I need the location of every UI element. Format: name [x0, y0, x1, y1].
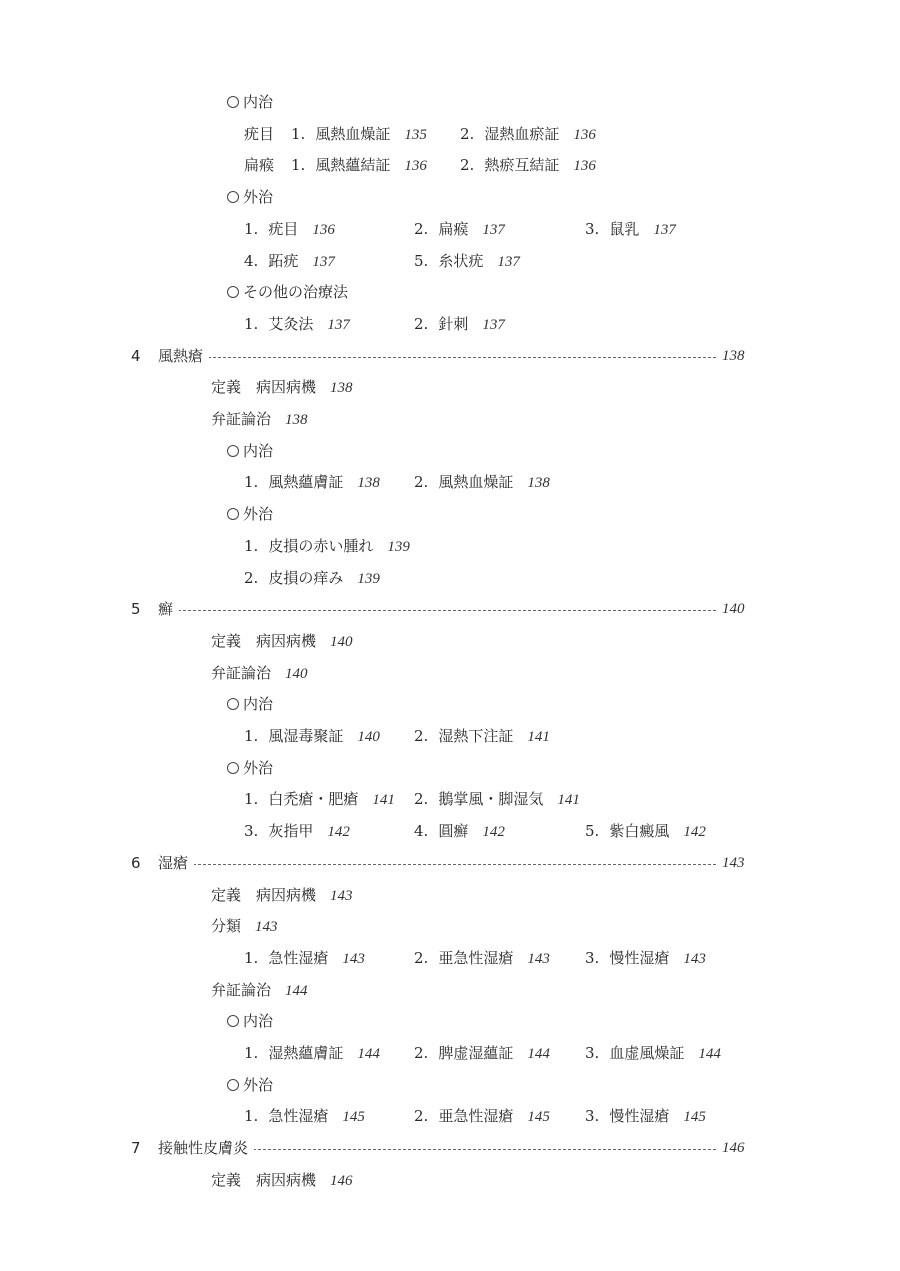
chapter-title: 接触性皮膚炎: [158, 1136, 254, 1160]
page-number: 137: [482, 316, 505, 333]
item-label: 湿熱血瘀証: [484, 124, 560, 143]
item-number: 2.: [414, 790, 429, 809]
toc-subsection-heading: [0, 1073, 900, 1097]
page-number: 141: [557, 792, 580, 809]
page-number: 138: [357, 475, 380, 492]
circle-bullet-icon: [227, 762, 239, 774]
toc-item[interactable]: [244, 787, 395, 812]
page-number: 142: [482, 824, 505, 841]
item-number: 1.: [244, 536, 259, 555]
item-number: 1.: [244, 948, 259, 967]
toc-item-row: [0, 534, 900, 558]
toc-item[interactable]: [244, 312, 350, 337]
toc-item[interactable]: [585, 1041, 721, 1066]
toc-item-row: [0, 1104, 900, 1128]
page-number: 137: [327, 316, 350, 333]
page-number: 136: [404, 158, 427, 175]
circle-bullet-icon: [227, 445, 239, 457]
page-number: 137: [497, 253, 520, 270]
page-number: 143: [342, 950, 365, 967]
page-number: 136: [573, 158, 596, 175]
page-number: 135: [404, 126, 427, 143]
toc-item[interactable]: [585, 946, 706, 971]
item-label: 風熱蘊膚証: [268, 473, 344, 492]
item-label: 急性湿瘡: [268, 1107, 329, 1126]
section-label: 弁証論治: [211, 410, 272, 428]
item-number: 2.: [414, 473, 429, 492]
page-number: 141: [527, 729, 550, 745]
toc-chapter-entry[interactable]: [0, 597, 900, 621]
item-number: 3.: [585, 948, 600, 967]
dotted-leader: [158, 357, 716, 358]
toc-item-row: [0, 724, 900, 748]
page-number: 143: [527, 950, 550, 967]
toc-item-row: [0, 946, 900, 970]
toc-item[interactable]: [244, 819, 350, 844]
page-number: 138: [527, 475, 550, 492]
toc-section-entry[interactable]: [0, 978, 900, 1002]
toc-item[interactable]: [460, 122, 596, 147]
item-label: 亜急性湿瘡: [438, 948, 514, 967]
page-number: 145: [683, 1109, 706, 1126]
item-label: 跖疣: [268, 251, 299, 270]
toc-section-entry[interactable]: [0, 629, 900, 653]
item-number: 2.: [414, 727, 429, 745]
subsection-label: 外治: [243, 758, 274, 777]
toc-subsection-heading: [0, 692, 900, 716]
item-label: 糸状疣: [438, 251, 484, 270]
toc-item[interactable]: [414, 946, 550, 971]
section-label: 分類: [211, 917, 242, 936]
item-number: 3.: [585, 219, 600, 238]
page-number: 136: [312, 221, 335, 238]
page-number: 138: [285, 412, 308, 428]
toc-item[interactable]: [585, 1104, 706, 1129]
item-number: 2.: [414, 948, 429, 967]
toc-item-row: [0, 153, 900, 177]
item-number: 3.: [244, 822, 259, 841]
chapter-title: 湿瘡: [158, 851, 194, 875]
toc-item[interactable]: [244, 470, 380, 495]
page-number: 146: [722, 1140, 745, 1157]
section-label: 定義 病因病機: [211, 1170, 317, 1189]
toc-item-row: [0, 217, 900, 241]
item-label: 扁瘊: [438, 219, 469, 238]
toc-item[interactable]: [244, 249, 335, 274]
item-label: 皮損の痒み: [268, 568, 344, 587]
circle-bullet-icon: [227, 191, 239, 203]
page-number: 140: [285, 665, 308, 682]
item-number: 2.: [460, 156, 475, 175]
chapter-number: 5: [131, 600, 141, 619]
item-number: 4.: [414, 822, 429, 841]
page-number: 143: [255, 919, 278, 936]
page-number: 137: [653, 221, 676, 238]
toc-item[interactable]: [244, 1104, 365, 1129]
item-number: 1.: [291, 124, 306, 143]
page-number: 144: [527, 1046, 550, 1062]
toc-chapter-entry[interactable]: [0, 851, 900, 875]
toc-item[interactable]: [291, 122, 427, 147]
toc-subsection-heading: [0, 756, 900, 780]
item-label: 風湿毒聚証: [268, 727, 344, 745]
item-number: 1.: [244, 314, 259, 333]
page-number: 140: [722, 601, 745, 618]
toc-item[interactable]: [460, 153, 596, 178]
toc-item[interactable]: [244, 1041, 380, 1066]
toc-item[interactable]: [291, 153, 427, 178]
toc-item[interactable]: [414, 724, 550, 749]
chapter-number: 7: [131, 1139, 141, 1158]
dotted-leader: [158, 610, 716, 611]
subsection-label: 外治: [243, 505, 274, 524]
page-number: 144: [285, 982, 308, 999]
section-label: 定義 病因病機: [211, 378, 317, 397]
page-number: 140: [357, 729, 380, 745]
item-label: 疣目: [268, 219, 299, 238]
item-label: 熱瘀互結証: [484, 156, 560, 175]
item-number: 1.: [244, 473, 259, 492]
item-number: 4.: [244, 251, 259, 270]
page-number: 145: [342, 1109, 365, 1126]
item-number: 1.: [244, 1044, 259, 1062]
item-number: 2.: [414, 1107, 429, 1126]
page-number: 138: [722, 347, 745, 364]
subsection-label: 内治: [243, 695, 274, 714]
page-number: 141: [372, 792, 395, 809]
item-label: 紫白癜風: [609, 822, 670, 841]
circle-bullet-icon: [227, 698, 239, 710]
page-number: 143: [722, 854, 745, 871]
toc-item[interactable]: [414, 787, 580, 812]
toc-item-row: [0, 1041, 900, 1065]
toc-subsection-heading: [0, 280, 900, 304]
chapter-number: 6: [131, 853, 141, 872]
toc-item-row: [0, 787, 900, 811]
item-group-label: 扁瘊: [244, 156, 275, 175]
item-label: 風熱血燥証: [438, 473, 514, 492]
toc-item[interactable]: [414, 819, 505, 844]
item-number: 1.: [244, 1107, 259, 1126]
toc-subsection-heading: [0, 1009, 900, 1033]
circle-bullet-icon: [227, 1015, 239, 1027]
item-number: 1.: [244, 219, 259, 238]
toc-subsection-heading: [0, 185, 900, 209]
section-label: 弁証論治: [211, 663, 272, 682]
page-number: 137: [482, 221, 505, 238]
item-label: 皮損の赤い腫れ: [268, 536, 374, 555]
circle-bullet-icon: [227, 508, 239, 520]
item-label: 湿熱蘊膚証: [268, 1044, 344, 1062]
item-number: 1.: [244, 790, 259, 809]
item-label: 急性湿瘡: [268, 948, 329, 967]
circle-bullet-icon: [227, 286, 239, 298]
subsection-label: 内治: [243, 93, 274, 111]
toc-section-entry[interactable]: [0, 914, 900, 938]
subsection-label: 外治: [243, 1075, 274, 1094]
page-number: 144: [698, 1046, 721, 1062]
toc-item[interactable]: [585, 819, 706, 844]
item-label: 湿熱下注証: [438, 727, 514, 745]
page-number: 136: [573, 126, 596, 143]
toc-item[interactable]: [244, 534, 410, 559]
item-label: 風熱蘊結証: [315, 156, 391, 175]
toc-item-row: [0, 249, 900, 273]
toc-chapter-entry[interactable]: [0, 344, 900, 368]
toc-item-row: [0, 566, 900, 590]
item-number: 2.: [414, 314, 429, 333]
toc-item[interactable]: [414, 470, 550, 495]
item-label: 針刺: [438, 314, 469, 333]
item-number: 2.: [414, 219, 429, 238]
dotted-leader: [158, 864, 716, 865]
item-number: 3.: [585, 1044, 600, 1062]
page-number: 142: [327, 824, 350, 841]
toc-subsection-heading: [0, 90, 900, 114]
toc-item[interactable]: [244, 217, 335, 242]
toc-section-entry[interactable]: [0, 375, 900, 399]
page-number: 142: [683, 824, 706, 841]
toc-subsection-heading: [0, 502, 900, 526]
toc-item[interactable]: [414, 1104, 550, 1129]
item-label: 艾灸法: [268, 314, 314, 333]
item-number: 5.: [414, 251, 429, 270]
page-number: 139: [387, 538, 410, 555]
item-number: 1.: [244, 727, 259, 745]
toc-section-entry[interactable]: [0, 407, 900, 431]
page-number: 143: [683, 950, 706, 967]
item-number: 2.: [460, 124, 475, 143]
subsection-label: 外治: [243, 188, 274, 207]
item-number: 3.: [585, 1107, 600, 1126]
chapter-title: 風熱瘡: [158, 344, 209, 368]
item-label: 慢性湿瘡: [609, 1107, 670, 1126]
item-number: 1.: [291, 156, 306, 175]
item-label: 圓癬: [438, 822, 469, 841]
toc-item[interactable]: [414, 312, 505, 337]
toc-section-entry[interactable]: [0, 1168, 900, 1192]
item-number: 2.: [244, 568, 259, 587]
toc-item[interactable]: [414, 217, 505, 242]
toc-item[interactable]: [244, 566, 380, 591]
page-number: 145: [527, 1109, 550, 1126]
item-label: 風熱血燥証: [315, 124, 391, 143]
circle-bullet-icon: [227, 1079, 239, 1091]
subsection-label: 内治: [243, 1012, 274, 1031]
item-label: 脾虚湿蘊証: [438, 1044, 514, 1062]
item-label: 血虚風燥証: [609, 1044, 685, 1062]
toc-item[interactable]: [414, 249, 520, 274]
toc-item[interactable]: [244, 946, 365, 971]
page-number: 146: [330, 1172, 353, 1189]
item-label: 白禿瘡・肥瘡: [268, 790, 359, 809]
toc-item-row: [0, 470, 900, 494]
item-group-label: 疣目: [244, 124, 275, 143]
item-label: 慢性湿瘡: [609, 948, 670, 967]
toc-section-entry[interactable]: [0, 883, 900, 907]
toc-item-row: [0, 819, 900, 843]
page-number: 144: [357, 1046, 380, 1062]
page-number: 143: [330, 887, 353, 904]
item-label: 灰指甲: [268, 822, 314, 841]
page-number: 137: [312, 253, 335, 270]
subsection-label: 内治: [243, 441, 274, 460]
section-label: 定義 病因病機: [211, 885, 317, 904]
toc-section-entry[interactable]: [0, 661, 900, 685]
page-number: 140: [330, 633, 353, 650]
circle-bullet-icon: [227, 96, 239, 108]
page-number: 138: [330, 380, 353, 397]
section-label: 弁証論治: [211, 980, 272, 999]
toc-item[interactable]: [414, 1041, 550, 1066]
item-label: 亜急性湿瘡: [438, 1107, 514, 1126]
toc-chapter-entry[interactable]: [0, 1136, 900, 1160]
toc-item-row: [0, 312, 900, 336]
chapter-number: 4: [131, 346, 141, 365]
toc-item[interactable]: [244, 724, 380, 749]
toc-item-row: [0, 122, 900, 146]
section-label: 定義 病因病機: [211, 631, 317, 650]
subsection-label: その他の治療法: [243, 283, 349, 302]
item-label: 鵝掌風・脚湿気: [438, 790, 544, 809]
item-label: 鼠乳: [609, 219, 640, 238]
item-number: 5.: [585, 822, 600, 841]
item-number: 2.: [414, 1044, 429, 1062]
page-number: 139: [357, 570, 380, 587]
toc-item[interactable]: [585, 217, 676, 242]
toc-subsection-heading: [0, 439, 900, 463]
chapter-title: 癬: [158, 597, 179, 621]
